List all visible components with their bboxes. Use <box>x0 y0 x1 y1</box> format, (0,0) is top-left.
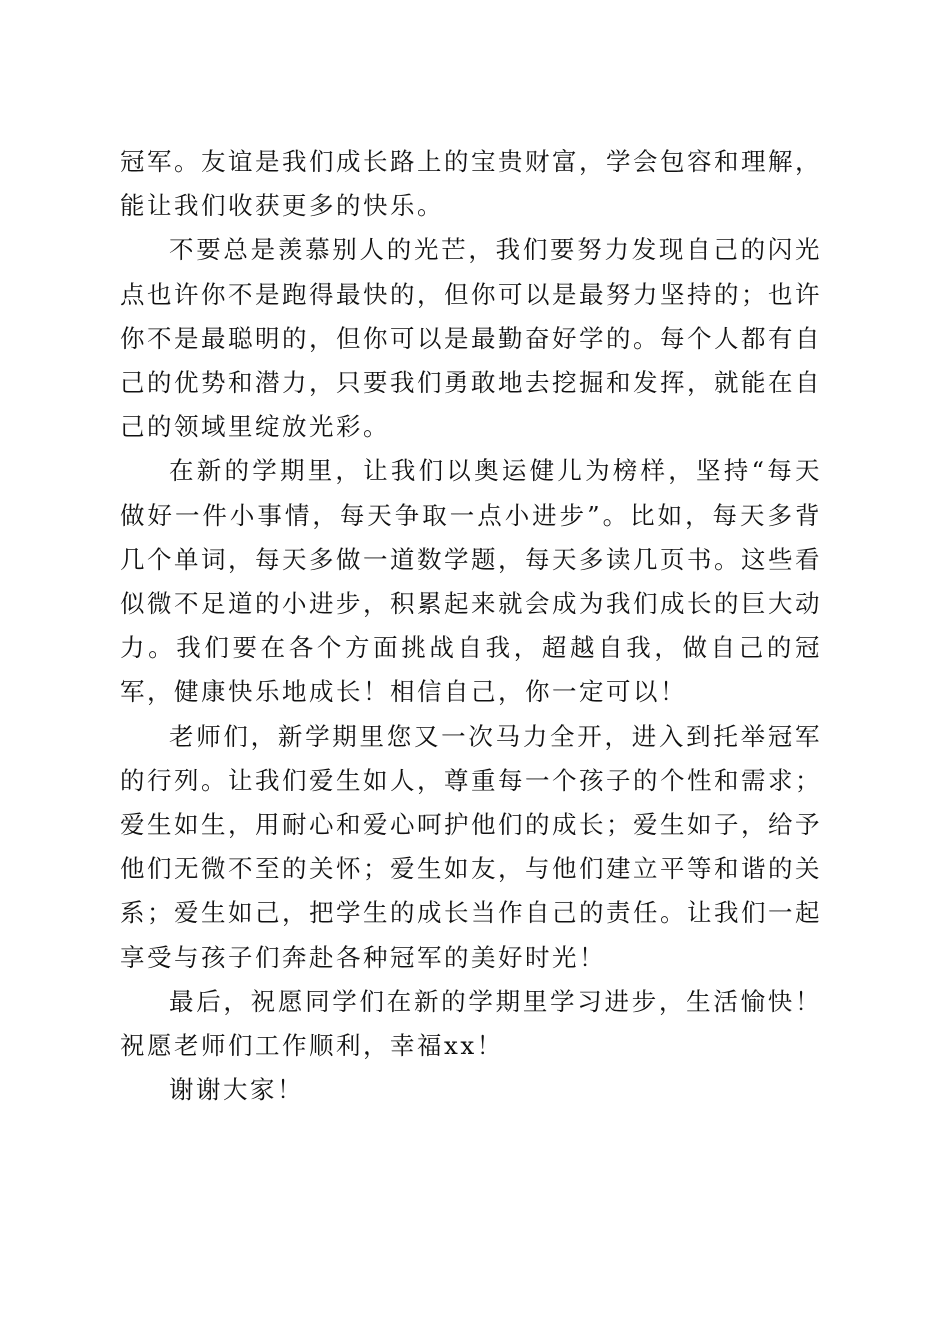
paragraph-friendship: 冠军。友谊是我们成长路上的宝贵财富，学会包容和理解，能让我们收获更多的快乐。 <box>120 147 822 221</box>
paragraph-new-semester: 在新的学期里，让我们以奥运健儿为榜样，坚持“每天做好一件小事情，每天争取一点小进步”。比如，每天多背几个单词，每天多做一道数学题，每天多读几页书。这些看似微不足道的小进步，积累起来就会成为我们成长的巨大动力。我们要在各个方面挑战自我，超越自我，做自己的冠军，健康快乐地成长！相信自己，你一定可以！ <box>120 456 822 707</box>
paragraph-find-strengths: 不要总是羡慕别人的光芒，我们要努力发现自己的闪光点也许你不是跑得最快的，但你可以是最努力坚持的；也许你不是最聪明的，但你可以是最勤奋好学的。每个人都有自己的优势和潜力，只要我们勇敢地去挖掘和发挥，就能在自己的领域里绽放光彩。 <box>120 235 822 442</box>
document-body <box>120 140 822 1112</box>
paragraph-wishes: 最后，祝愿同学们在新的学期里学习进步，生活愉快！祝愿老师们工作顺利，幸福xx！ <box>120 986 822 1061</box>
paragraph-teachers: 老师们，新学期里您又一次马力全开，进入到托举冠军的行列。让我们爱生如人，尊重每一个孩子的个性和需求；爱生如生，用耐心和爱心呵护他们的成长；爱生如子，给予他们无微不至的关怀；爱生如友，与他们建立平等和谐的关系；爱生如己，把学生的成长当作自己的责任。让我们一起享受与孩子们奔赴各种冠军的美好时光！ <box>120 721 822 972</box>
paragraph-thanks: 谢谢大家！ <box>169 1075 304 1105</box>
